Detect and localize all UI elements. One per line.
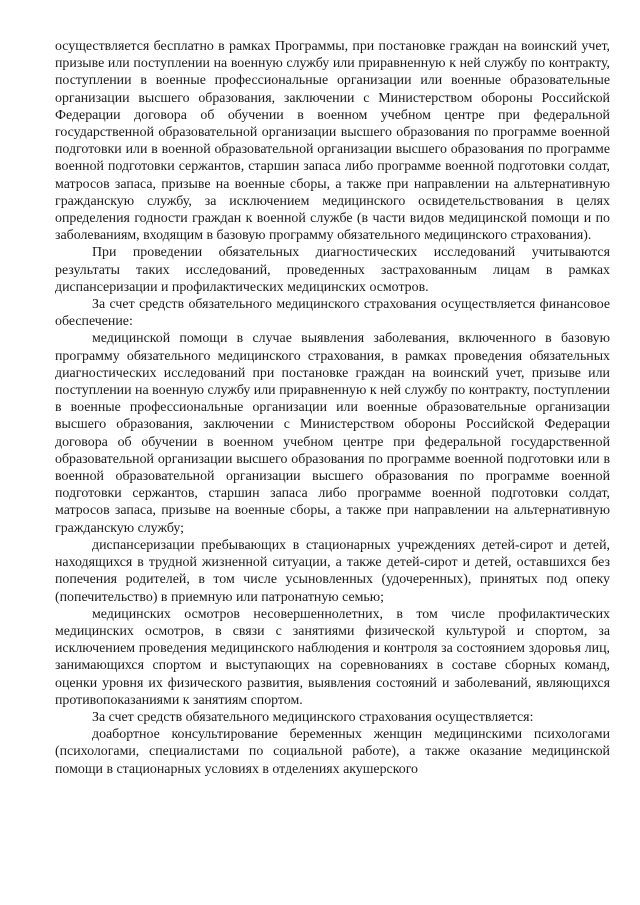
paragraph-oms-intro-2: За счет средств обязательного медицинского страхования осуществляется: xyxy=(92,709,534,725)
paragraph-pre-abortion-counseling: доабортное консультирование беременных женщин медицинскими психологами (психологами, специалистами по социальной работе), а также оказание медицинской помощи в стационарных условиях в отделениях акушерского xyxy=(55,727,610,777)
paragraph-oms-financing-intro: За счет средств обязательного медицинского страхования осуществляется финансовое обеспечение: xyxy=(55,297,610,330)
paragraph-continuation: осуществляется бесплатно в рамках Программы, при постановке граждан на воинский учет, призыве или поступлении на военную службу или приравненную к ней службу по контракту, поступлении в военные профессиональные организации или военные образовательные организации высшего образования, заключении с Министерством обороны Российской Федерации договора об обучении в военном учебном центре при федеральной государственной образовательной организации высшего образования по программе военной подготовки или в военной образовательной организации высшего образования по программе военной подготовки сержантов, старшин запаса либо программе военной подготовки солдат, матросов запаса, призыве на военные сборы, а также при направлении на альтернативную гражданскую службу, за исключением медицинского освидетельствования в целях определения годности граждан к военной службе (в части видов медицинской помощи и по заболеваниям, входящим в базовую программу обязательного медицинского страхования). xyxy=(55,39,610,244)
paragraph-diagnostic-results: При проведении обязательных диагностических исследований учитываются результаты таких исследований, проведенных застрахованным лицам в рамках диспансеризации и профилактических медицинских осмотров. xyxy=(55,245,610,295)
paragraph-medical-care-military: медицинской помощи в случае выявления заболевания, включенного в базовую программу обязательного медицинского страхования, в рамках проведения обязательных диагностических исследований при постановке граждан на воинский учет, призыве или поступлении на военную службу или приравненную к ней службу по контракту, поступлении в военные профессиональные организации или военные образовательные организации высшего образования, заключении с Министерством обороны Российской Федерации договора об обучении в военном учебном центре при федеральной государственной образовательной организации высшего образования по программе военной подготовки или в военной образовательной организации высшего образования по программе военной подготовки сержантов, старшин запаса либо программе военной подготовки солдат, матросов запаса, призыве на военные сборы, а также при направлении на альтернативную гражданскую службу; xyxy=(55,331,610,536)
paragraph-minors-examinations: медицинских осмотров несовершеннолетних, в том числе профилактических медицинских осмотров, в связи с занятиями физической культурой и спортом, за исключением проведения медицинского наблюдения и контроля за состоянием здоровья лиц, занимающихся спортом и выступающих на соревнованиях в составе сборных команд, оценки уровня их физического развития, выявления состояний и заболеваний, являющихся противопоказаниями к занятиям спортом. xyxy=(55,606,610,708)
document-page xyxy=(55,38,610,778)
paragraph-orphan-dispensary: диспансеризации пребывающих в стационарных учреждениях детей-сирот и детей, находящихся в трудной жизненной ситуации, а также детей-сирот и детей, оставшихся без попечения родителей, в том числе усыновленных (удочеренных), принятых под опеку (попечительство) в приемную или патронатную семью; xyxy=(55,537,610,605)
